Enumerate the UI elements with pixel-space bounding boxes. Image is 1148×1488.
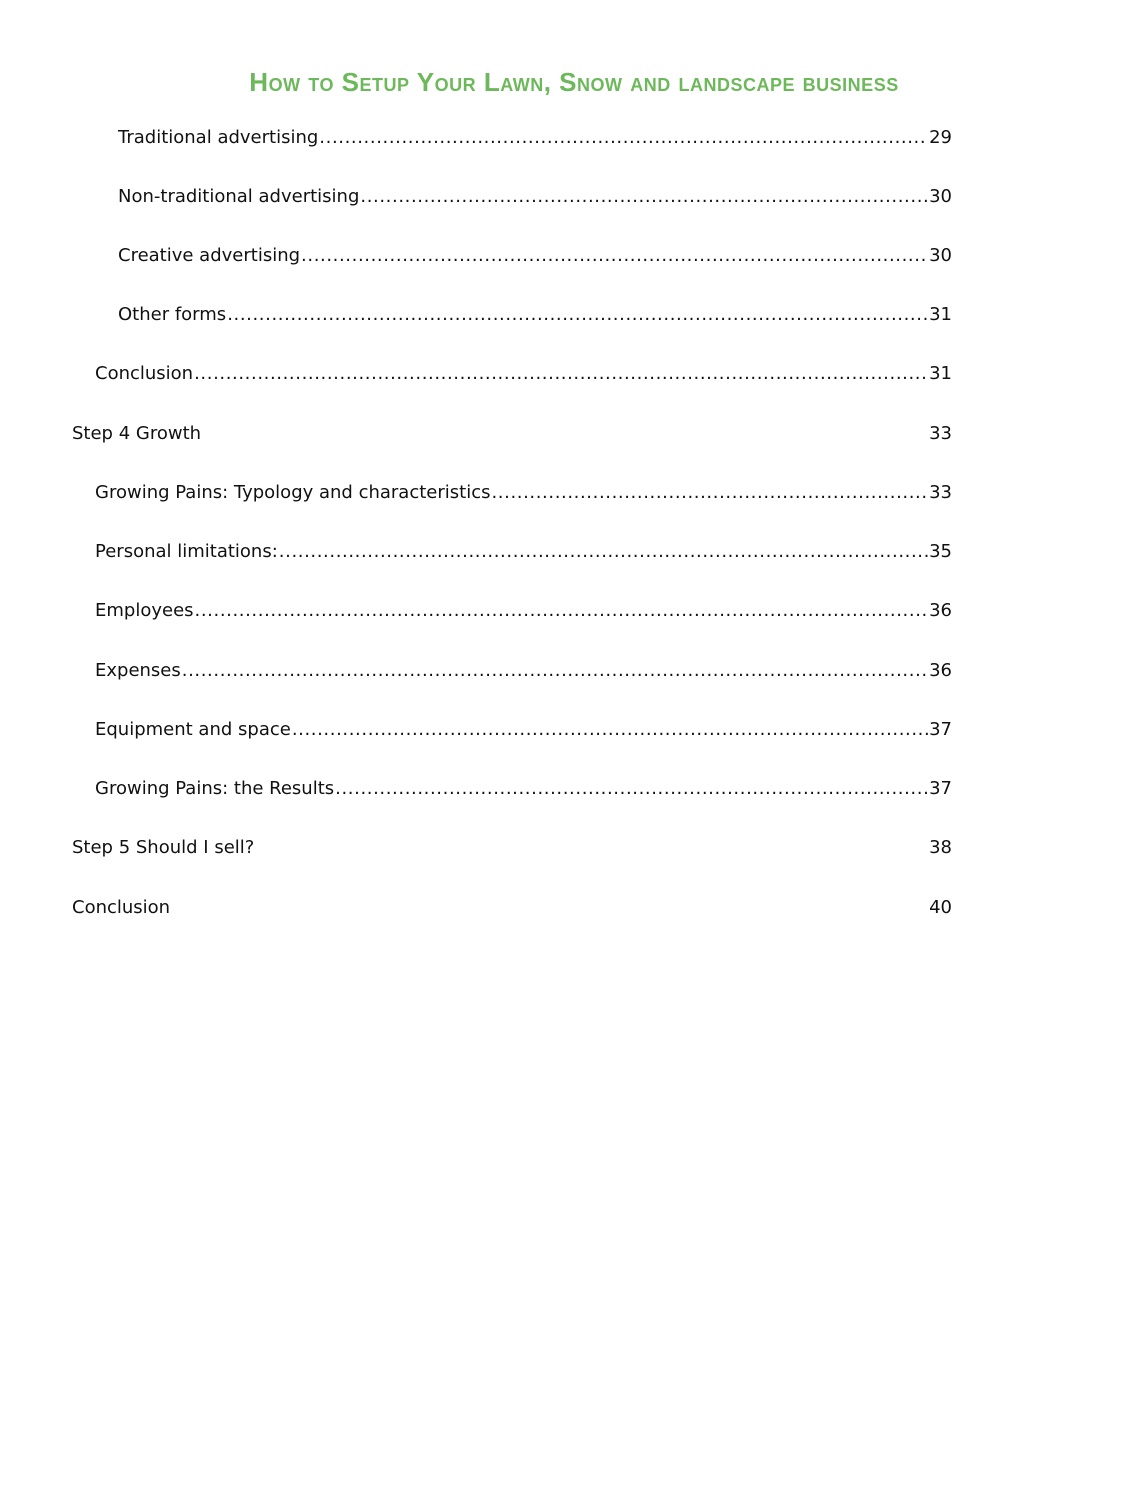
toc-entry-growing-pains-typology[interactable]	[95, 481, 952, 505]
toc-entry-label: Creative advertising	[118, 245, 301, 266]
toc-entry-label: Other forms	[118, 304, 227, 325]
toc-entry-conclusion[interactable]	[72, 896, 952, 920]
toc-dot-leader	[292, 718, 928, 742]
toc-entry-page: 31	[929, 363, 952, 384]
toc-entry-label: Expenses	[95, 660, 181, 681]
toc-entry-page: 36	[929, 660, 952, 681]
toc-entry-label: Conclusion	[95, 363, 194, 384]
toc-entry-label: Non-traditional advertising	[118, 186, 360, 207]
toc-entry-label: Growing Pains: the Results	[95, 778, 335, 799]
toc-entry-page: 33	[929, 482, 952, 503]
toc-entry-page: 29	[929, 127, 952, 148]
toc-entry-page: 33	[929, 423, 952, 444]
toc-dot-leader	[182, 659, 928, 683]
toc-entry-equipment-and-space[interactable]	[95, 718, 952, 742]
toc-entry-employees[interactable]	[95, 599, 952, 623]
toc-entry-page: 36	[929, 600, 952, 621]
toc-entry-label: Traditional advertising	[118, 127, 319, 148]
toc-entry-page: 31	[929, 304, 952, 325]
toc-entry-label: Growing Pains: Typology and characteristics	[95, 482, 491, 503]
toc-entry-label: Step 4 Growth	[72, 423, 202, 444]
toc-dot-leader	[491, 481, 928, 505]
toc-dot-leader	[360, 185, 928, 209]
toc-entry-label: Step 5 Should I sell?	[72, 837, 255, 858]
toc-entry-other-forms[interactable]	[118, 303, 952, 327]
page-header-title: How to Setup Your Lawn, Snow and landscape business	[249, 67, 899, 97]
toc-dot-leader	[227, 303, 928, 327]
toc-entry-traditional-advertising[interactable]	[118, 126, 952, 150]
toc-entry-page: 30	[929, 186, 952, 207]
toc-dot-leader	[194, 362, 928, 386]
toc-entry-page: 35	[929, 541, 952, 562]
toc-entry-step-5-should-i-sell[interactable]	[72, 836, 952, 860]
toc-entry-personal-limitations[interactable]	[95, 540, 952, 564]
toc-entry-growing-pains-results[interactable]	[95, 777, 952, 801]
toc-entry-page: 37	[929, 778, 952, 799]
toc-entry-step-4-growth[interactable]	[72, 422, 952, 446]
toc-dot-leader	[319, 126, 928, 150]
toc-dot-leader	[301, 244, 928, 268]
toc-dot-leader	[279, 540, 928, 564]
toc-entry-expenses[interactable]	[95, 659, 952, 683]
toc-entry-creative-advertising[interactable]	[118, 244, 952, 268]
toc-entry-label: Employees	[95, 600, 194, 621]
toc-dot-leader	[335, 777, 928, 801]
toc-entry-page: 30	[929, 245, 952, 266]
toc-entry-label: Conclusion	[72, 897, 171, 918]
toc-entry-page: 40	[929, 897, 952, 918]
toc-entry-label: Equipment and space	[95, 719, 291, 740]
toc-entry-page: 37	[929, 719, 952, 740]
toc-entry-non-traditional-advertising[interactable]	[118, 185, 952, 209]
toc-entry-label: Personal limitations:	[95, 541, 278, 562]
toc-entry-conclusion-step3[interactable]	[95, 362, 952, 386]
toc-dot-leader	[195, 599, 929, 623]
toc-entry-page: 38	[929, 837, 952, 858]
